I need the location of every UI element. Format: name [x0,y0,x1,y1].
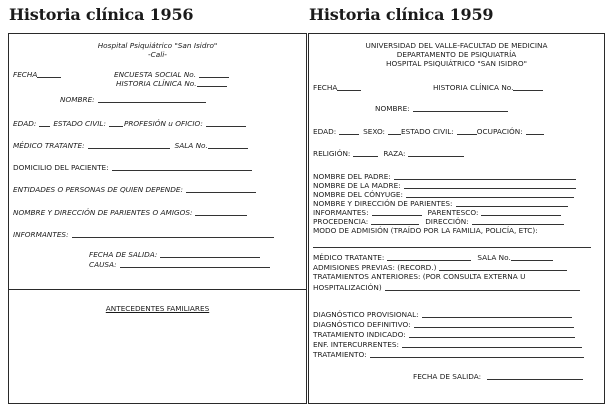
parientes-line[interactable] [456,199,568,207]
parientes-line[interactable] [195,208,247,216]
nombre-line[interactable] [413,104,508,112]
parentesco-line[interactable] [481,208,561,216]
parentesco-label: PARENTESCO: [427,207,479,217]
diag-def-line[interactable] [414,320,574,328]
sala-line[interactable] [511,253,553,261]
estado-civil-line[interactable] [109,119,123,127]
fecha-salida-label: FECHA DE SALIDA: [89,249,158,259]
conyuge-row [313,190,574,198]
city: -Cali- [148,50,167,59]
nombre-field-1959 [375,104,508,112]
tratamientos-label: TRATAMIENTOS ANTERIORES: (POR CONSULTA EXTERNA U [313,272,526,281]
diag-def-row [313,320,574,328]
medico-line[interactable] [88,141,170,149]
heading-1959: Historia clínica 1959 [309,5,494,24]
historia-label: HISTORIA CLÍNICA No. [116,78,197,88]
university-name: UNIVERSIDAD DEL VALLE-FACULTAD DE MEDICINA [365,41,548,50]
enf-inter-label: ENF. INTERCURRENTES: [313,339,399,349]
estado-civil-label: ESTADO CIVIL: [401,126,454,136]
causa-row [89,260,270,268]
heading-1956: Historia clínica 1956 [9,5,194,24]
hospitalizacion-row [313,283,580,291]
informantes-line[interactable] [372,208,422,216]
religion-line[interactable] [353,149,378,157]
informantes-row-1959 [313,208,561,216]
hospitalizacion-label: HOSPITALIZACIÓN) [313,282,382,292]
estado-civil-label: ESTADO CIVIL: [53,118,106,128]
trat-ind-label: TRATAMIENTO INDICADO: [313,329,406,339]
sexo-line[interactable] [388,127,401,135]
historia-field-1959 [433,83,543,91]
procedencia-label: PROCEDENCIA: [313,216,369,226]
diag-prov-label: DIAGNÓSTICO PROVISIONAL: [313,309,419,319]
estado-civil-line[interactable] [457,127,477,135]
modo-admision-row [313,227,538,234]
encuesta-line[interactable] [199,70,229,78]
medico-line[interactable] [387,253,471,261]
edad-row [13,119,246,127]
trat-ind-line[interactable] [409,330,575,338]
domicilio-label: DOMICILIO DEL PACIENTE: [13,162,109,172]
hospitalizacion-line[interactable] [385,283,580,291]
ocupacion-label: OCUPACIÓN: [476,126,523,136]
encuesta-label: ENCUESTA SOCIAL No. [114,69,197,79]
religion-row [313,149,464,157]
nombre-line[interactable] [98,95,206,103]
enf-inter-line[interactable] [402,340,582,348]
fecha-salida-line[interactable] [487,372,583,380]
raza-label: RAZA: [383,148,406,158]
entidades-label: ENTIDADES O PERSONAS DE QUIEN DEPENDE: [13,184,183,194]
antecedentes-familiares: ANTECEDENTES FAMILIARES [105,304,210,313]
informantes-row [13,230,274,238]
historia-line[interactable] [197,79,227,87]
entidades-line[interactable] [186,185,256,193]
historia-label: HISTORIA CLÍNICA No. [433,82,514,92]
edad-line[interactable] [39,119,50,127]
domicilio-line[interactable] [112,163,252,171]
hospital-name-1959: HOSPITAL PSIQUIÁTRICO "SAN ISIDRO" [386,59,527,68]
tratamientos-row [313,273,525,280]
informantes-line[interactable] [72,230,274,238]
nombre-label: NOMBRE: [375,103,410,113]
medico-row-1959 [313,253,553,261]
madre-label: NOMBRE DE LA MADRE: [313,180,401,190]
medico-label: MÉDICO TRATANTE: [313,252,385,262]
profesion-line[interactable] [206,119,246,127]
informantes-label: INFORMANTES: [13,229,69,239]
diag-prov-line[interactable] [422,310,572,318]
form-1956 [8,33,307,404]
admisiones-row [313,263,567,271]
department-name: DEPARTAMENTO DE PSIQUIATRÍA [396,50,517,59]
admisiones-line[interactable] [439,263,567,271]
fecha-line[interactable] [337,83,361,91]
trat-ind-row [313,330,575,338]
religion-label: RELIGIÓN: [313,148,351,158]
encuesta-field [114,70,229,78]
fecha-salida-row [89,250,260,258]
conyuge-line[interactable] [406,190,574,198]
fecha-field-1959 [313,83,361,91]
conyuge-label: NOMBRE DEL CÓNYUGE: [313,189,403,199]
hospital-name: Hospital Psiquiátrico "San Isidro" [97,41,218,50]
diag-prov-row [313,310,572,318]
profesion-label: PROFESIÓN u OFICIO: [123,118,203,128]
causa-line[interactable] [120,260,270,268]
padre-line[interactable] [394,172,576,180]
fecha-line[interactable] [37,70,61,78]
fecha-salida-label: FECHA DE SALIDA: [413,371,482,381]
admisiones-label: ADMISIONES PREVIAS: (RECORD.) [313,262,437,272]
parientes-label: NOMBRE Y DIRECCIÓN DE PARIENTES O AMIGOS: [13,207,193,217]
informantes-label: INFORMANTES: [313,207,369,217]
sala-label: SALA No. [477,252,511,262]
sala-label: SALA No. [174,140,208,150]
edad-label: EDAD: [13,118,37,128]
padre-label: NOMBRE DEL PADRE: [313,171,391,181]
raza-line[interactable] [408,149,464,157]
tratamiento-row [313,350,584,358]
parientes-label: NOMBRE Y DIRECCIÓN DE PARIENTES: [313,198,453,208]
madre-row [313,181,576,189]
causa-label: CAUSA: [89,259,117,269]
medico-row [13,141,248,149]
direccion-label: DIRECCIÓN: [425,216,469,226]
nombre-label: NOMBRE: [60,94,95,104]
domicilio-row [13,163,252,171]
fecha-field [13,70,61,78]
edad-label: EDAD: [313,126,337,136]
parientes-row [13,208,247,216]
diag-def-label: DIAGNÓSTICO DEFINITIVO: [313,319,411,329]
medico-label: MÉDICO TRATANTE: [13,140,85,150]
ocupacion-line[interactable] [526,127,544,135]
enf-inter-row [313,340,582,348]
edad-row-1959 [313,127,544,135]
section-divider [9,289,306,290]
madre-line[interactable] [404,181,576,189]
historia-line[interactable] [513,83,543,91]
tratamiento-label: TRATAMIENTO: [313,349,367,359]
padre-row [313,172,576,180]
fecha-label: FECHA [13,69,38,79]
procedencia-line[interactable] [371,217,419,225]
modo-admision-label: MODO DE ADMISIÓN (TRAÍDO POR LA FAMILIA, POLICÍA, ETC): [313,226,538,235]
edad-line[interactable] [339,127,359,135]
direccion-line[interactable] [472,217,564,225]
sexo-label: SEXO: [363,126,386,136]
fecha-label: FECHA [313,82,338,92]
historia-field [116,79,227,87]
sala-line[interactable] [208,141,248,149]
fecha-salida-line[interactable] [160,250,260,258]
tratamiento-line[interactable] [370,350,584,358]
fecha-salida-row-1959 [413,372,583,380]
nombre-field [60,95,206,103]
form-1959 [308,33,605,404]
entidades-row [13,185,256,193]
procedencia-row [313,217,564,225]
parientes-row-1959 [313,199,568,207]
modo-admision-line[interactable] [313,240,591,248]
